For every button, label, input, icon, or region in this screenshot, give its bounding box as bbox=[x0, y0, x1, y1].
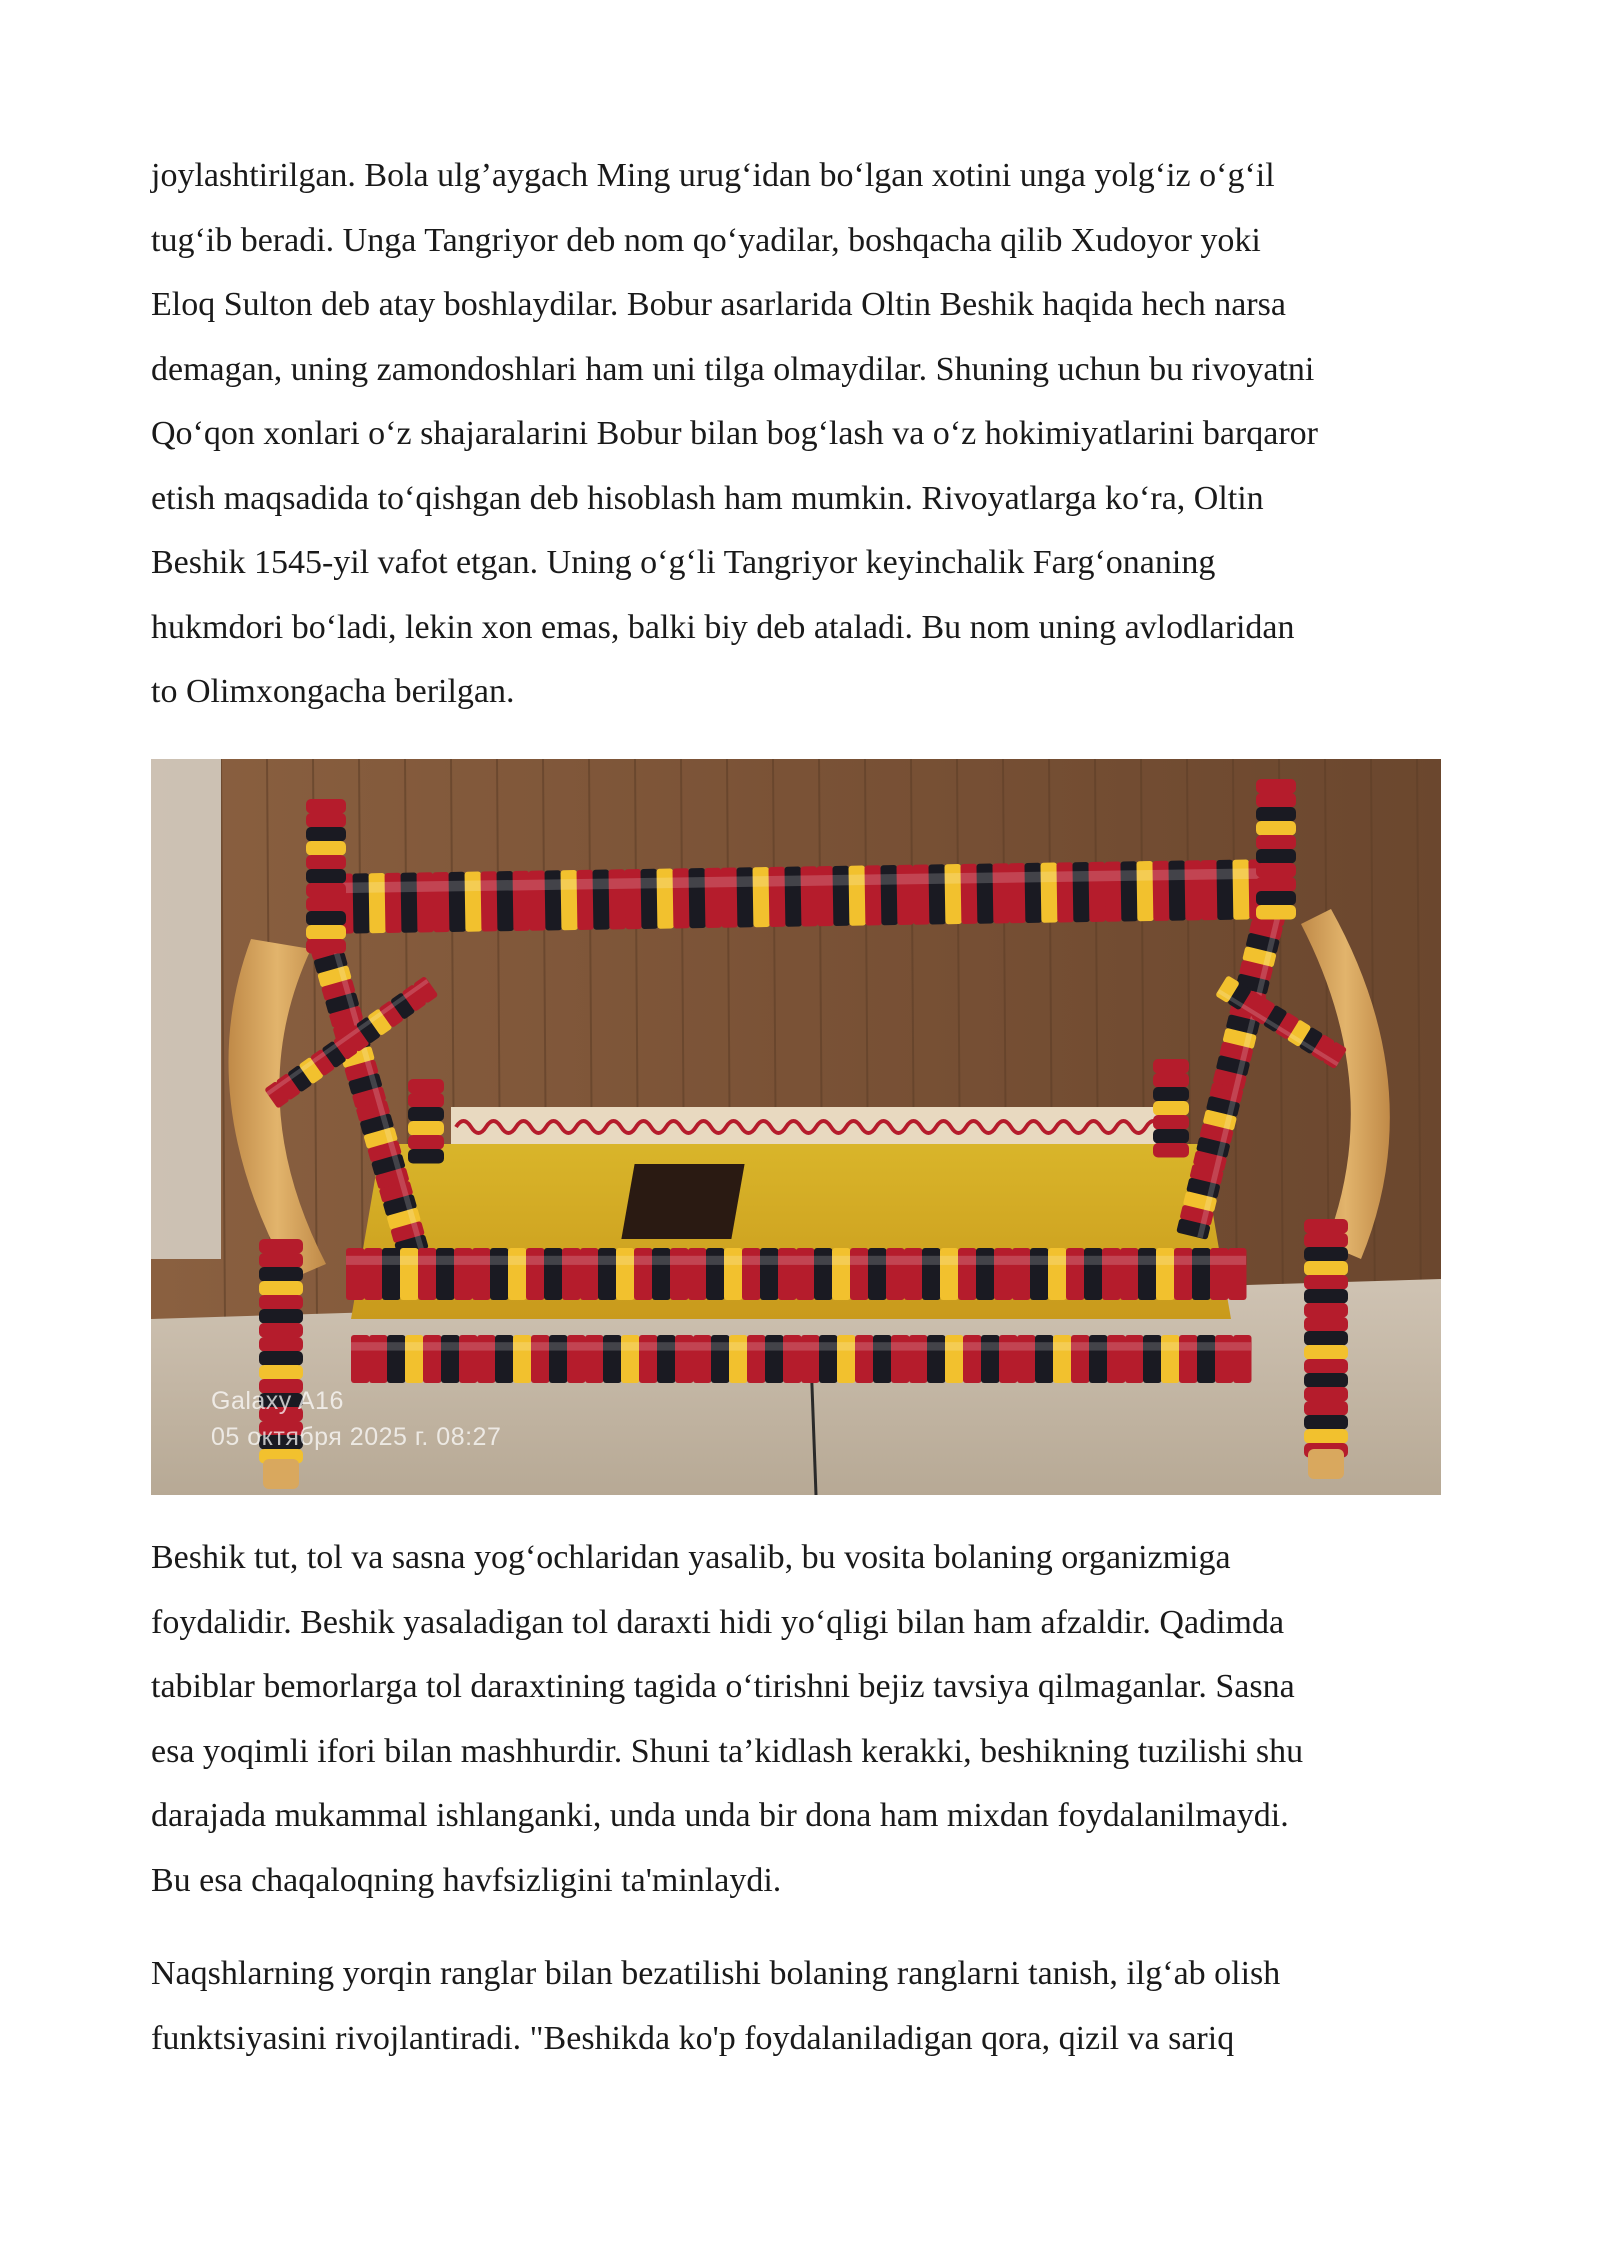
paragraph-1 bbox=[151, 144, 1318, 725]
cradle-illustration bbox=[151, 759, 1441, 1495]
text-line: joylashtirilgan. Bola ulg’aygach Ming urug‘idan bo‘lgan xotini unga yolg‘iz o‘g‘il bbox=[151, 157, 1275, 194]
text-line: demagan, uning zamondoshlari ham uni tilga olmaydilar. Shuning uchun bu rivoyatni bbox=[151, 350, 1315, 388]
text-line: Naqshlarning yorqin ranglar bilan bezatilishi bolaning ranglarni tanish, ilg‘ab olish bbox=[151, 1955, 1281, 1992]
text-line: foydalidir. Beshik yasaladigan tol daraxti hidi yo‘qligi bilan ham afzaldir. Qadimda bbox=[151, 1603, 1285, 1641]
beshik-cradle-photo bbox=[151, 759, 1441, 1495]
text-line: Qo‘qon xonlari o‘z shajaralarini Bobur bilan bog‘lash va o‘z hokimiyatlarini barqaror bbox=[151, 415, 1318, 452]
paragraph-3 bbox=[151, 1942, 1280, 2071]
text-line: hukmdori bo‘ladi, lekin xon emas, balki biy deb ataladi. Bu nom uning avlodlaridan bbox=[151, 608, 1295, 646]
text-line: Eloq Sulton deb atay boshlaydilar. Bobur asarlarida Oltin Beshik haqida hech narsa bbox=[151, 286, 1286, 323]
text-line: Beshik 1545-yil vafot etgan. Uning o‘g‘li Tangriyor keyinchalik Farg‘onaning bbox=[151, 544, 1216, 581]
text-line: to Olimxongacha berilgan. bbox=[151, 673, 515, 710]
camera-stamp-datetime: 05 октября 2025 г. 08:27 bbox=[211, 1423, 502, 1451]
text-line: Beshik tut, tol va sasna yog‘ochlaridan yasalib, bu vosita bolaning organizmiga bbox=[151, 1539, 1231, 1576]
text-line: Bu esa chaqaloqning havfsizligini ta'minlaydi. bbox=[151, 1861, 782, 1899]
text-line: tabiblar bemorlarga tol daraxtining tagida o‘tirishni bejiz tavsiya qilmaganlar. Sasna bbox=[151, 1668, 1295, 1705]
text-line: esa yoqimli ifori bilan mashhurdir. Shuni ta’kidlash kerakki, beshikning tuzilishi shu bbox=[151, 1732, 1304, 1770]
text-line: darajada mukammal ishlanganki, unda unda bir dona ham mixdan foydalanilmaydi. bbox=[151, 1797, 1289, 1834]
text-line: tug‘ib beradi. Unga Tangriyor deb nom qo‘yadilar, boshqacha qilib Xudoyor yoki bbox=[151, 221, 1261, 259]
camera-stamp-device: Galaxy A16 bbox=[211, 1387, 344, 1415]
text-line: funktsiyasini rivojlantiradi. "Beshikda ko'p foydalaniladigan qora, qizil va sariq bbox=[151, 2019, 1235, 2057]
paragraph-2 bbox=[151, 1526, 1303, 1913]
text-line: etish maqsadida to‘qishgan deb hisoblash ham mumkin. Rivoyatlarga ko‘ra, Oltin bbox=[151, 479, 1264, 517]
